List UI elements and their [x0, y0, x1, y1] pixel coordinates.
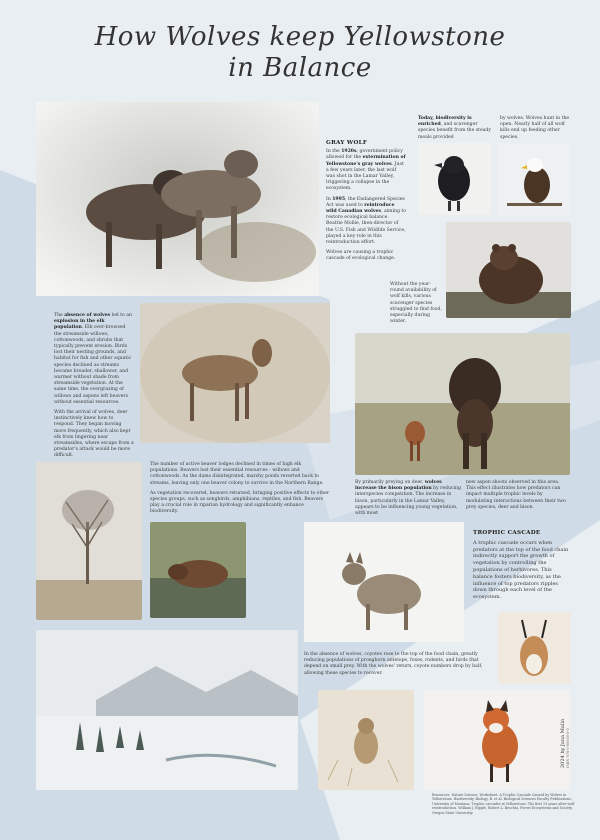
scavenger-text: Without the year-round availability of wolf kills, various scavenger species struggled to find food, especially during winter. [390, 282, 442, 325]
text-run: absence of wolves [64, 313, 111, 318]
bison-text-right: new aspen shoots observed in this area. This effect illustrates how predators can impact multiple trophic levels by modulating interactions between their two prey species, deer and bison. [466, 480, 566, 510]
gray-wolf-paragraph-3: Wolves are causing a trophic cascade of ecological change. [326, 250, 396, 262]
raven-photo [418, 143, 491, 215]
biodiversity-text-left [418, 116, 494, 141]
winter-tree-photo [36, 462, 142, 620]
trophic-cascade-body: A trophic cascade occurs when predators at the top of the food chain indirectly support the growth of vegetation by controlling the populations of herbivores. This balance fosters biodiversity, as the influence of top predators ripples down through each level of the ecosystem. [473, 539, 569, 601]
text-run: extermination of Yellowstone's gray wolves [326, 155, 406, 167]
eagle-photo [497, 143, 570, 215]
coyote-text: In the absence of wolves, coyotes rose to the top of the food chain, greatly reducing populations of pronghorn antelope, foxes, rodents, and birds that depend on small prey. With the wolves' return, coyote numbers drop by half, allowing these species to recover. [304, 652, 483, 676]
beaver-photo [150, 522, 246, 618]
text-run: , and scavenger species benefit from the steady meals provided [418, 122, 491, 140]
title-line-2: in Balance [228, 53, 372, 83]
author-credit [560, 708, 570, 768]
wolves-photo [36, 102, 319, 296]
text-run: , aiming to restore ecological balance. Beattie Mollie, then-director of the U.S. Fish and Wildlife Service, played a key role in this reintroduction effort. [326, 209, 406, 246]
bison-text-left [355, 480, 463, 517]
text-run: In the [326, 149, 342, 155]
coyote-photo [304, 522, 464, 642]
gray-wolf-paragraph-2 [326, 197, 406, 247]
biodiversity-text-right: by wolves. Wolves hunt in the open. Nearly half of all wolf kills end up feeding other species. [500, 116, 570, 140]
landscape-photo [36, 630, 298, 790]
text-run: In [326, 196, 333, 202]
credit-main: 2024 by Jana Malin [560, 718, 566, 768]
title-line-1: How Wolves keep Yellowstone [94, 22, 506, 52]
beaver-paragraph-2: As vegetation recovered, beavers returned, bringing positive effects to other species groups, such as songbirds, amphibians, reptiles, and fish. Beavers play a crucial role in riparian hydrology and significantly enhance biodiversity. [150, 490, 330, 515]
text-run: . Elk over-browsed the streamside willows, cottonwoods, and shrubs that typically prevent erosion. Birds lost their nesting grounds, and habitat for fish and other aquatic species declined as streams became broader, shallower, and warmer without shade from streamside vegetation. At the same time, the overgrazing of willows and aspens left beavers without essential resources. [54, 325, 132, 405]
elk-text [54, 313, 134, 464]
gray-wolf-paragraph-1 [326, 149, 406, 192]
elk-photo [140, 303, 330, 443]
text-run: . Just a few years later, the last wolf was shot in the Lamar Valley, triggering a collapse in the ecosystem. [326, 161, 404, 192]
text-run: 1920s [341, 149, 357, 155]
elk-paragraph-1 [54, 313, 134, 406]
resources-footnote: Resources: Nature Science, Worksheet: A Trophic Cascade Caused by Wolves in Yellowstone. Biodiversity, Biology, B. et al. Biological Sciences Faculty Publications, University of Montana. Trophic cascades in Yellowstone: The first 15 years after wolf reintroduction. William J. Ripple, Robert L. Beschta, Forest Ecosystems and Society, Oregon State University. [432, 793, 575, 815]
trophic-cascade-heading: TROPHIC CASCADE [473, 530, 541, 536]
ground-squirrel-photo [318, 690, 414, 790]
text-run: reintroduce wild Canadian wolves [326, 202, 395, 215]
elk-paragraph-2: With the arrival of wolves, deer instinctively knew how to respond. They began moving more frequently, which also kept elk from lingering near streamsides, where escape from a predator's attack would be more difficult. [54, 410, 134, 459]
text-run: by reducing interspecies competition. The increase in bison, particularly in the Lamar Valley, appears to be influencing young vegetation, with most [355, 486, 461, 517]
text-run: explosion in the elk population [54, 319, 105, 331]
credit-sub: ISBN 978-0-00000-0-0 [566, 728, 570, 768]
text-run: The [54, 313, 65, 318]
bison-photo [355, 333, 570, 475]
beaver-text [150, 462, 330, 520]
gray-wolf-text [326, 140, 406, 267]
pronghorn-photo [498, 612, 571, 684]
text-run: By primarily preying on deer, [355, 480, 425, 485]
text-run: 1995 [332, 196, 346, 202]
poster-title [0, 22, 600, 84]
text-run: led to an [110, 313, 132, 318]
text-run: Today, biodiversity is enriched [418, 116, 472, 128]
text-run: , government policy allowed for the [326, 149, 403, 161]
text-run: wolves increase the bison population [355, 480, 442, 492]
fox-photo [424, 690, 570, 790]
beaver-paragraph-1: The number of active beaver lodges declined in times of high elk populations. Beavers lost their essential resources - willows and cottonwoods. As the dams disintegrated, marshy ponds reverted back to streams, leaving only one beaver colony to survive in the Northern Range. [150, 462, 324, 486]
gray-wolf-heading: GRAY WOLF [326, 140, 368, 146]
bear-photo [446, 222, 571, 318]
trophic-cascade-text [473, 530, 571, 601]
text-run: , the Endangered Species Act was used to [326, 196, 405, 208]
